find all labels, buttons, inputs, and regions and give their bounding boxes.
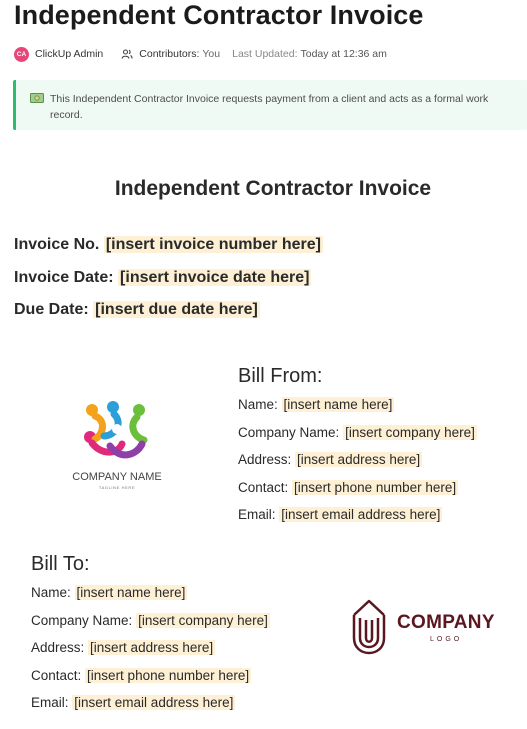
invoice-date-field: [14, 269, 311, 287]
avatar-initials: CA: [16, 50, 27, 58]
callout-banner: [13, 80, 527, 130]
logo-company-name: COMPANY NAME: [72, 471, 162, 483]
bill-from-contact-value[interactable]: [insert phone number here]: [294, 480, 457, 495]
house-u-logo-icon: [350, 598, 390, 658]
page-meta: [14, 46, 387, 62]
bill-to-contact-row: [31, 668, 251, 683]
bill-to-email-row: [31, 695, 235, 710]
bill-from-contact-row: [238, 480, 458, 495]
company-logo-left: [62, 400, 172, 492]
bill-to-email-label: Email:: [31, 695, 69, 710]
bill-from-title: Bill From:: [238, 365, 323, 387]
callout-text: This Independent Contractor Invoice requests payment from a client and acts as a formal work record.: [50, 93, 489, 121]
logo-tagline: TAGLINE HERE: [98, 485, 136, 490]
bill-from-email-label: Email:: [238, 507, 276, 522]
bill-from-name-row: [238, 397, 394, 412]
money-icon: [30, 93, 44, 103]
bill-to-title: Bill To:: [31, 553, 90, 575]
invoice-number-field: [14, 236, 323, 254]
last-updated-label: Last Updated:: [232, 48, 298, 60]
bill-from-company-row: [238, 425, 477, 440]
bill-to-company-label: Company Name:: [31, 613, 133, 628]
contributors-label: Contributors:: [139, 48, 200, 60]
last-updated-value: Today at 12:36 am: [300, 48, 387, 60]
bill-from-name-label: Name:: [238, 397, 278, 412]
bill-to-email-value[interactable]: [insert email address here]: [74, 695, 234, 710]
bill-to-address-value[interactable]: [insert address here]: [90, 640, 214, 655]
bill-from-contact-label: Contact:: [238, 480, 289, 495]
bill-to-address-label: Address:: [31, 640, 85, 655]
invoice-date-value[interactable]: [insert invoice date here]: [120, 269, 310, 286]
people-circle-logo-icon: [62, 400, 172, 470]
bill-to-company-row: [31, 613, 270, 628]
bill-to-contact-value[interactable]: [insert phone number here]: [87, 668, 250, 683]
bill-from-address-row: [238, 452, 422, 467]
bill-from-address-label: Address:: [238, 452, 292, 467]
author-name[interactable]: ClickUp Admin: [35, 48, 104, 60]
due-date-field: [14, 301, 260, 319]
avatar[interactable]: [14, 47, 29, 62]
contributors-value[interactable]: You: [202, 48, 221, 60]
bill-from-email-value[interactable]: [insert email address here]: [281, 507, 441, 522]
bill-from-address-value[interactable]: [insert address here]: [297, 452, 421, 467]
due-date-value[interactable]: [insert due date here]: [95, 301, 258, 318]
invoice-date-label: Invoice Date:: [14, 269, 114, 286]
document-heading: Independent Contractor Invoice: [114, 177, 432, 200]
company-logo-right: [350, 598, 510, 658]
invoice-number-label: Invoice No.: [14, 236, 100, 253]
bill-to-address-row: [31, 640, 215, 655]
page-title: Independent Contractor Invoice: [14, 0, 424, 30]
due-date-label: Due Date:: [14, 301, 89, 318]
bill-to-name-label: Name:: [31, 585, 71, 600]
contributors-icon: [121, 48, 133, 60]
bill-from-email-row: [238, 507, 442, 522]
bill-from-company-value[interactable]: [insert company here]: [345, 425, 475, 440]
bill-to-company-value[interactable]: [insert company here]: [138, 613, 268, 628]
bill-from-name-value[interactable]: [insert name here]: [283, 397, 393, 412]
logo-right-company: COMPANY: [397, 612, 495, 633]
bill-from-company-label: Company Name:: [238, 425, 340, 440]
bill-to-name-value[interactable]: [insert name here]: [76, 585, 186, 600]
bill-to-name-row: [31, 585, 187, 600]
logo-right-sub: LOGO: [430, 636, 463, 643]
invoice-number-value[interactable]: [insert invoice number here]: [105, 236, 321, 253]
bill-to-contact-label: Contact:: [31, 668, 82, 683]
